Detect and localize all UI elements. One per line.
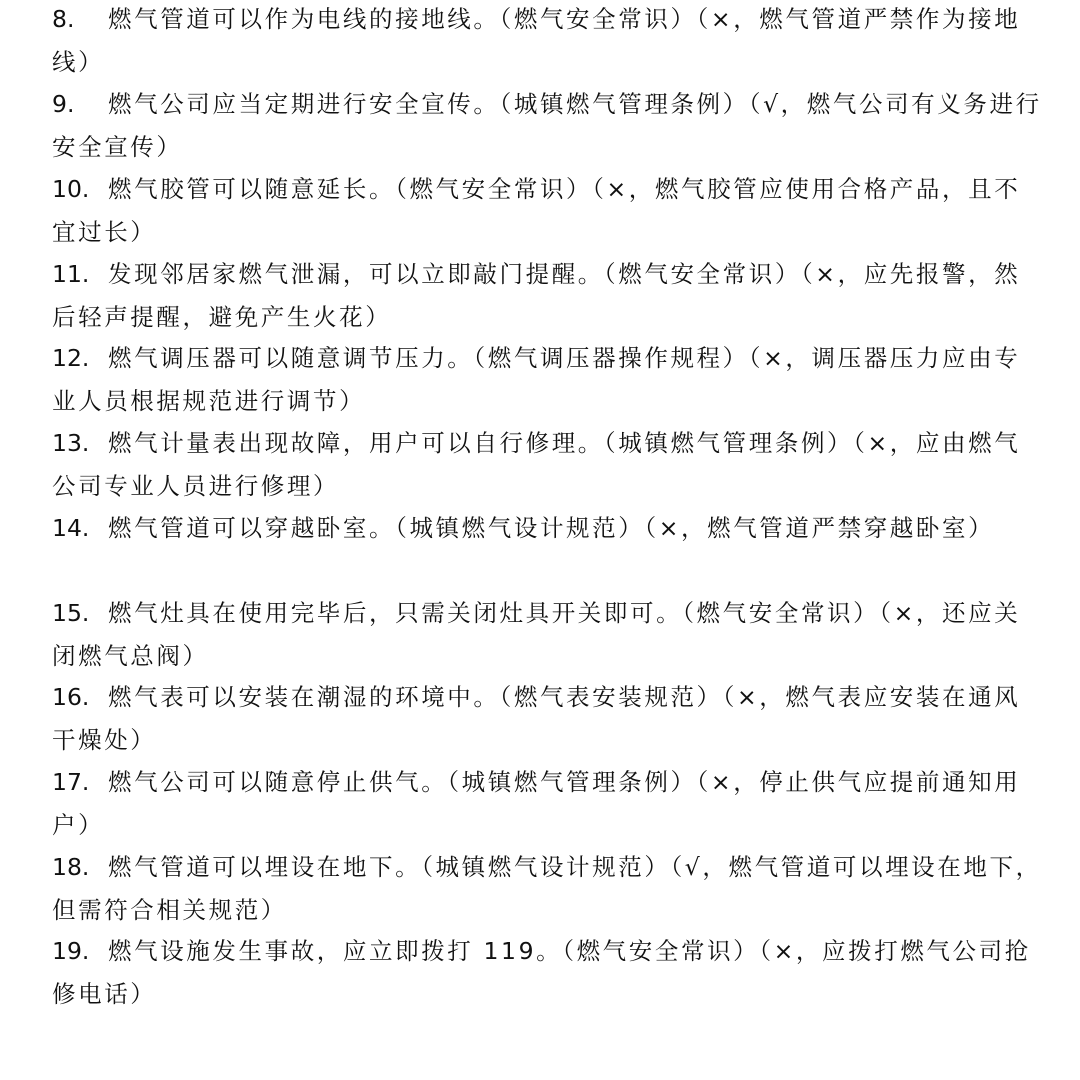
list-item [52,337,1042,422]
item-number: 10. [52,175,90,203]
list-item [52,592,1042,677]
list-item [52,930,1042,1015]
item-text: 燃气计量表出现故障，用户可以自行修理。（城镇燃气管理条例）（×，应由燃气公司专业人员进行修理） [52,429,1021,500]
item-text: 燃气表可以安装在潮湿的环境中。（燃气表安装规范）（×，燃气表应安装在通风干燥处） [52,683,1021,754]
item-text: 燃气公司应当定期进行安全宣传。（城镇燃气管理条例）（√，燃气公司有义务进行安全宣传） [52,90,1042,161]
item-number: 16. [52,683,90,711]
list-item [52,676,1042,761]
item-text: 燃气设施发生事故，应立即拨打 119。（燃气安全常识）（×，应拨打燃气公司抢修电话） [52,937,1031,1008]
item-number: 19. [52,937,90,965]
item-number: 17. [52,768,90,796]
list-item [52,761,1042,846]
list-item [52,422,1042,507]
item-number: 15. [52,599,90,627]
item-text: 燃气灶具在使用完毕后，只需关闭灶具开关即可。（燃气安全常识）（×，还应关闭燃气总阀） [52,599,1021,670]
list-item [52,846,1042,931]
list-item [52,168,1042,253]
item-text: 燃气调压器可以随意调节压力。（燃气调压器操作规程）（×，调压器压力应由专业人员根据规范进行调节） [52,344,1021,415]
list-item [52,507,1042,550]
item-text: 燃气管道可以埋设在地下。（城镇燃气设计规范）（√，燃气管道可以埋设在地下，但需符合相关规范） [52,853,1042,924]
item-text: 发现邻居家燃气泄漏，可以立即敲门提醒。（燃气安全常识）（×，应先报警，然后轻声提醒，避免产生火花） [52,260,1021,331]
item-number: 14. [52,514,90,542]
item-number: 18. [52,853,90,881]
list-item [52,0,1042,83]
item-text: 燃气公司可以随意停止供气。（城镇燃气管理条例）（×，停止供气应提前通知用户） [52,768,1021,839]
item-number: 8. [52,5,75,33]
list-item [52,253,1042,338]
item-text: 燃气管道可以作为电线的接地线。（燃气安全常识）（×，燃气管道严禁作为接地线） [52,5,1021,76]
item-text: 燃气管道可以穿越卧室。（城镇燃气设计规范）（×，燃气管道严禁穿越卧室） [108,514,995,542]
list-item [52,83,1042,168]
item-number: 9. [52,90,75,118]
item-number: 13. [52,429,90,457]
item-text: 燃气胶管可以随意延长。（燃气安全常识）（×，燃气胶管应使用合格产品，且不宜过长） [52,175,1021,246]
item-number: 12. [52,344,90,372]
item-number: 11. [52,260,90,288]
